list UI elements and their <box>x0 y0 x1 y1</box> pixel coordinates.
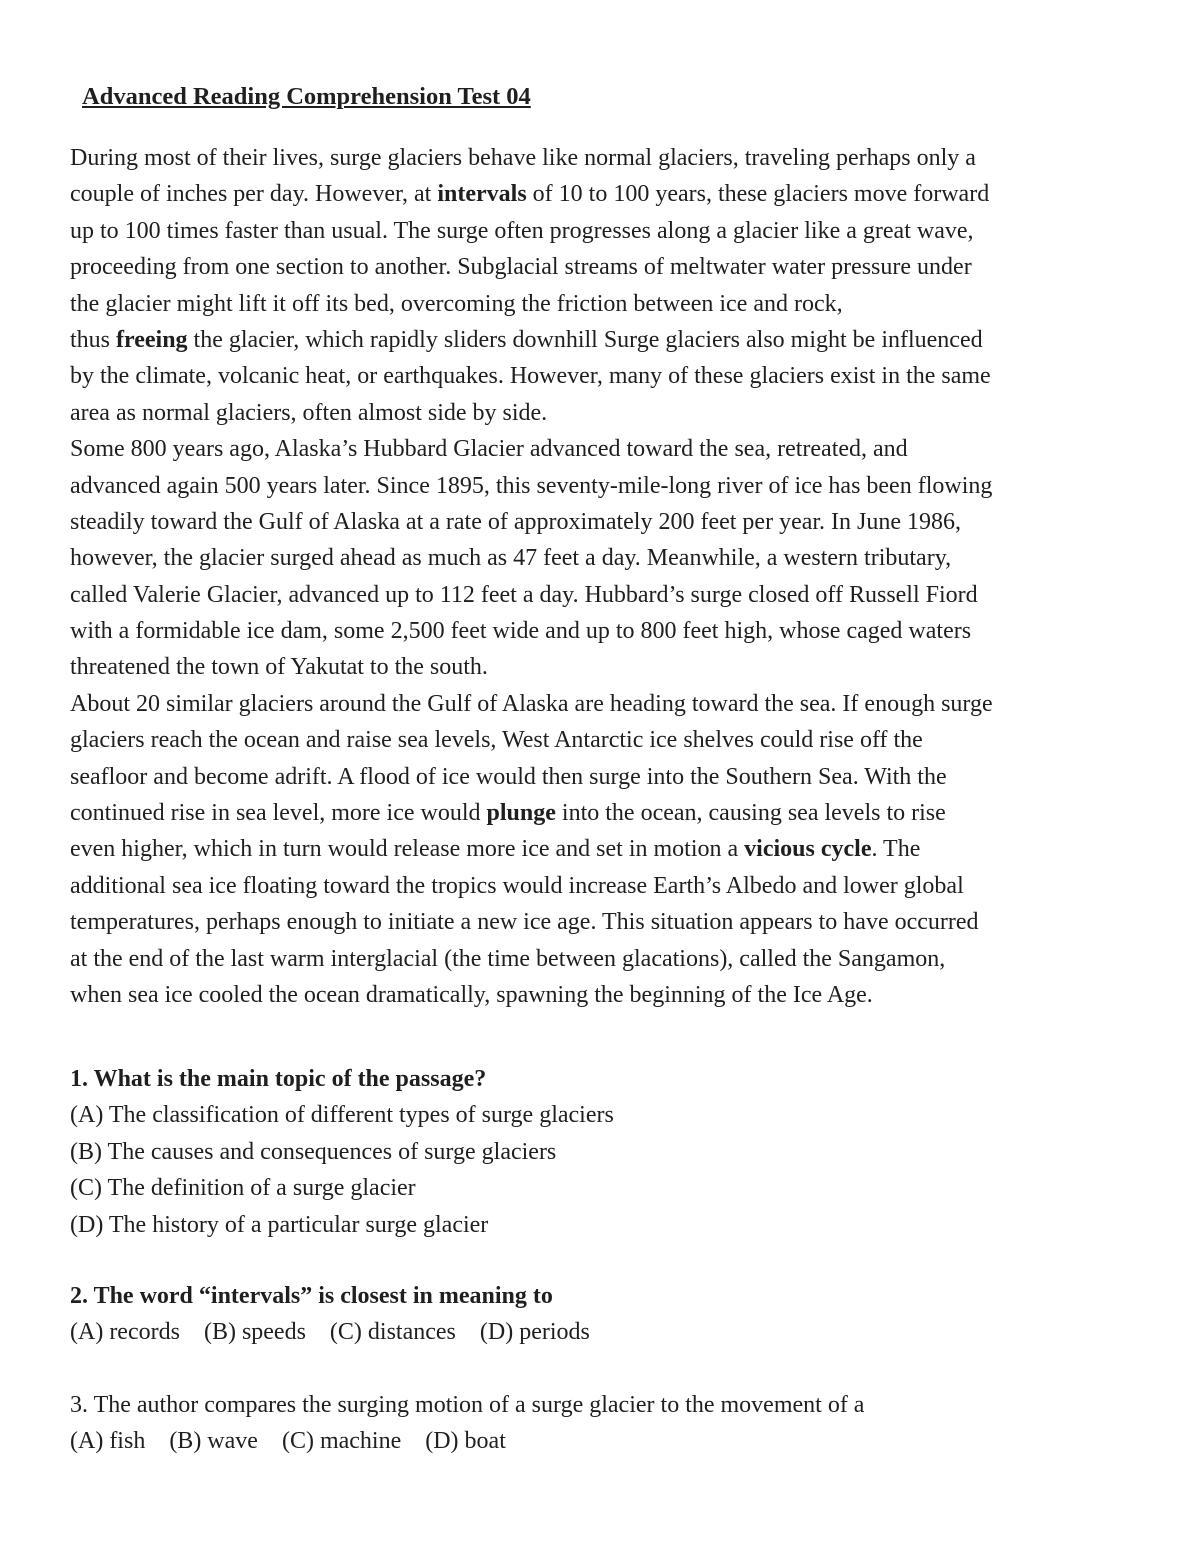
answer-option: (A) The classification of different types of surge glaciers <box>70 1102 614 1129</box>
passage-line: advanced again 500 years later. Since 1895, this seventy-mile-long river of ice has been flowing <box>70 472 993 499</box>
passage-line: seafloor and become adrift. A flood of ice would then surge into the Southern Sea. With the <box>70 763 947 790</box>
passage-line: at the end of the last warm interglacial (the time between glacations), called the Sangamon, <box>70 945 946 972</box>
question-stem: 3. The author compares the surging motion of a surge glacier to the movement of a <box>70 1392 865 1418</box>
answer-option: (B) The causes and consequences of surge glaciers <box>70 1138 557 1165</box>
passage-line: up to 100 times faster than usual. The surge often progresses along a glacier like a great wave, <box>70 217 974 244</box>
passage-line: During most of their lives, surge glaciers behave like normal glaciers, traveling perhaps only a <box>70 145 976 171</box>
passage-line: additional sea ice floating toward the tropics would increase Earth’s Albedo and lower global <box>70 872 964 899</box>
passage-line: Some 800 years ago, Alaska’s Hubbard Glacier advanced toward the sea, retreated, and <box>70 436 908 463</box>
passage-line: About 20 similar glaciers around the Gulf of Alaska are heading toward the sea. If enough surge <box>70 690 993 717</box>
question-3 <box>70 1387 1140 1460</box>
passage-line: area as normal glaciers, often almost side by side. <box>70 399 548 426</box>
question-2 <box>70 1278 1140 1351</box>
passage-line: continued rise in sea level, more ice would plunge into the ocean, causing sea levels to rise <box>70 800 946 827</box>
answer-option: (D) The history of a particular surge glacier <box>70 1211 489 1238</box>
answer-option: (C) The definition of a surge glacier <box>70 1175 416 1202</box>
passage-line: however, the glacier surged ahead as much as 47 feet a day. Meanwhile, a western tributary, <box>70 545 952 572</box>
passage-line: glaciers reach the ocean and raise sea levels, West Antarctic ice shelves could rise off the <box>70 727 923 754</box>
passage-line: thus freeing the glacier, which rapidly sliders downhill Surge glaciers also might be influenced <box>70 326 983 353</box>
question-stem: 1. What is the main topic of the passage? <box>70 1066 487 1092</box>
keyword-intervals: intervals <box>437 181 527 208</box>
passage-line: called Valerie Glacier, advanced up to 112 feet a day. Hubbard’s surge closed off Russell Fiord <box>70 581 978 608</box>
passage-line: proceeding from one section to another. Subglacial streams of meltwater water pressure under <box>70 254 972 281</box>
keyword-freeing: freeing <box>116 326 188 353</box>
passage-line: when sea ice cooled the ocean dramatically, spawning the beginning of the Ice Age. <box>70 981 873 1008</box>
passage-line: with a formidable ice dam, some 2,500 feet wide and up to 800 feet high, whose caged waters <box>70 618 972 645</box>
passage-line: couple of inches per day. However, at intervals of 10 to 100 years, these glaciers move forward <box>70 181 990 208</box>
answer-options: (A) fish (B) wave (C) machine (D) boat <box>70 1428 506 1455</box>
keyword-plunge: plunge <box>486 800 556 827</box>
question-1 <box>70 1061 1140 1243</box>
passage-line: temperatures, perhaps enough to initiate a new ice age. This situation appears to have occurred <box>70 909 979 936</box>
reading-passage <box>70 140 1140 1013</box>
passage-line: steadily toward the Gulf of Alaska at a rate of approximately 200 feet per year. In June 1986, <box>70 508 962 535</box>
passage-line: even higher, which in turn would release more ice and set in motion a vicious cycle. The <box>70 836 921 863</box>
answer-options: (A) records (B) speeds (C) distances (D) periods <box>70 1319 590 1346</box>
passage-line: threatened the town of Yakutat to the south. <box>70 654 488 681</box>
question-stem: 2. The word “intervals” is closest in meaning to <box>70 1283 553 1309</box>
passage-line: the glacier might lift it off its bed, overcoming the friction between ice and rock, <box>70 290 843 317</box>
passage-line: by the climate, volcanic heat, or earthquakes. However, many of these glaciers exist in the same <box>70 363 991 390</box>
document-title: Advanced Reading Comprehension Test 04 <box>82 83 531 110</box>
keyword-vicious-cycle: vicious cycle <box>744 836 872 863</box>
